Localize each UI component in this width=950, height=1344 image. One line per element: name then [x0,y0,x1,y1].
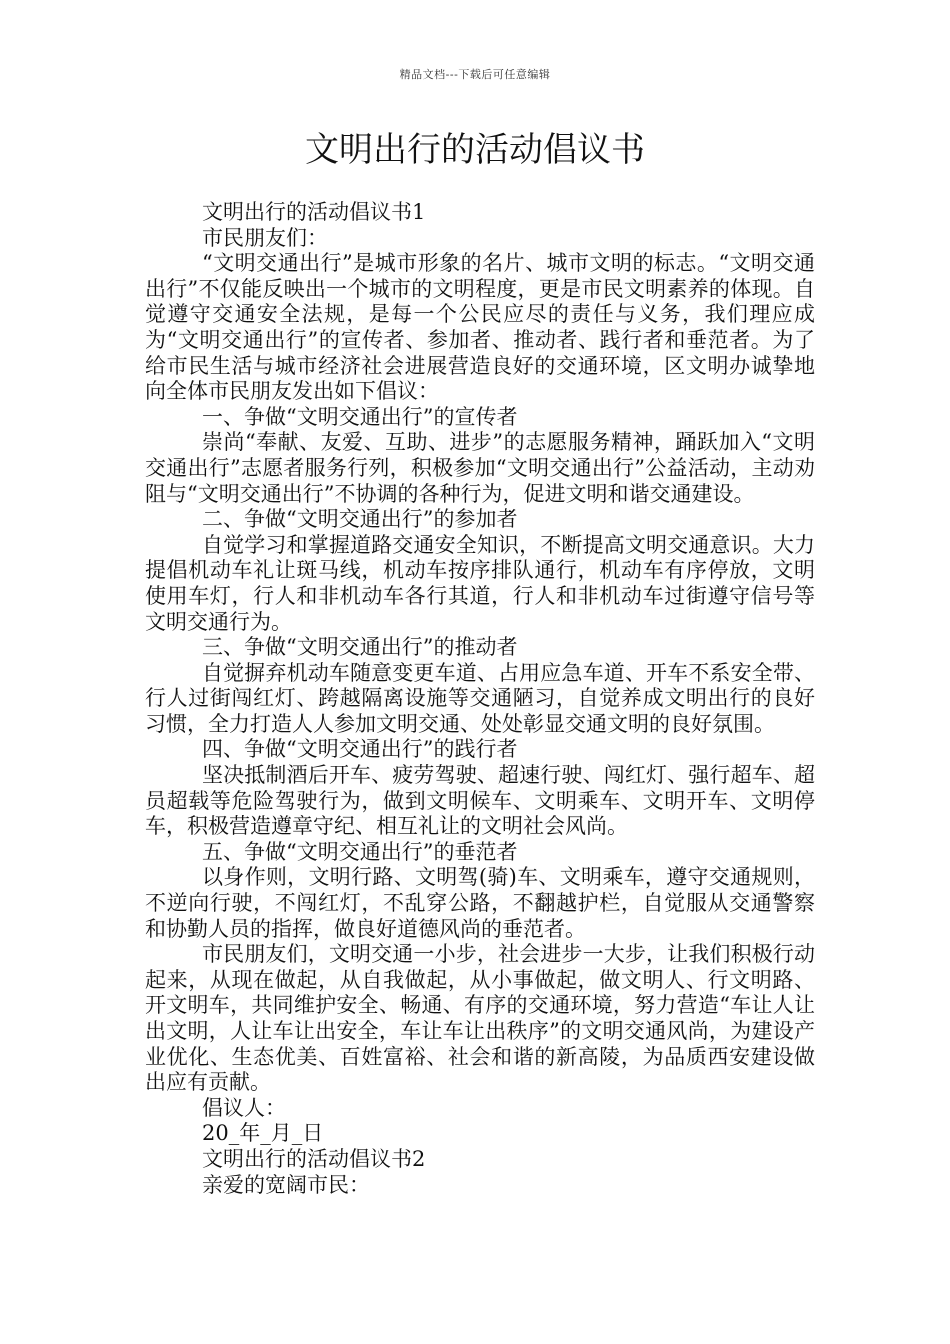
paragraph: 崇尚“奉献、友爱、互助、进步”的志愿服务精神，踊跃加入“文明交通出行”志愿者服务行列，积极参加“文明交通出行”公益活动，主动劝阻与“文明交通出行”不协调的各种行为，促进文明和谐交通建设。 [145,430,815,506]
proposal-heading: 五、争做“文明交通出行”的垂范者 [202,839,518,864]
page-header: 精品文档---下载后可任意编辑 [399,68,551,81]
paragraph: 自觉摒弃机动车随意变更车道、占用应急车道、开车不系安全带、行人过街闯红灯、跨越隔离设施等交通陋习，自觉养成文明出行的良好习惯，全力打造人人参加文明交通、处处彰显交通文明的良好氛围。 [145,660,815,736]
proposal-heading: 二、争做“文明交通出行”的参加者 [202,507,518,532]
paragraph: 以身作则，文明行路、文明驾(骑)车、文明乘车，遵守交通规则，不逆向行驶，不闯红灯，不乱穿公路，不翻越护栏，自觉服从交通警察和协勤人员的指挥，做良好道德风尚的垂范者。 [145,865,815,941]
salutation: 市民朋友们： [202,225,328,250]
paragraph: 自觉学习和掌握道路交通安全知识，不断提高文明交通意识。大力提倡机动车礼让斑马线，机动车按序排队通行，机动车有序停放，文明使用车灯，行人和非机动车各行其道，行人和非机动车过街遵守信号等文明交通行为。 [145,532,815,634]
paragraph: 坚决抵制酒后开车、疲劳驾驶、超速行驶、闯红灯、强行超车、超员超载等危险驾驶行为，做到文明候车、文明乘车、文明开车、文明停车，积极营造遵章守纪、相互礼让的文明社会风尚。 [145,763,815,839]
date-line: 20_年_月_日 [202,1121,324,1146]
section-heading: 文明出行的活动倡议书2 [202,1146,426,1171]
paragraph: “文明交通出行”是城市形象的名片、城市文明的标志。“文明交通出行”不仅能反映出一个城市的文明程度，更是市民文明素养的体现。自觉遵守交通安全法规，是每一个公民应尽的责任与义务，我们理应成为“文明交通出行”的宣传者、参加者、推动者、践行者和垂范者。为了给市民生活与城市经济社会进展营造良好的交通环境，区文明办诚挚地向全体市民朋友发出如下倡议： [145,251,815,404]
proposal-heading: 一、争做“文明交通出行”的宣传者 [202,404,518,429]
document-title: 文明出行的活动倡议书 [305,130,645,170]
section-heading: 文明出行的活动倡议书1 [202,200,426,224]
salutation: 亲爱的宽阔市民： [202,1172,370,1197]
signature-label: 倡议人： [202,1095,286,1120]
paragraph: 市民朋友们，文明交通一小步，社会进步一大步，让我们积极行动起来，从现在做起，从自我做起，从小事做起，做文明人、行文明路、开文明车，共同维护安全、畅通、有序的交通环境，努力营造“车让人让出文明，人让车让出安全，车让车让出秩序”的文明交通风尚，为建设产业优化、生态优美、百姓富裕、社会和谐的新高陵，为品质西安建设做出应有贡献。 [145,942,815,1095]
document-body [145,200,815,1198]
proposal-heading: 三、争做“文明交通出行”的推动者 [202,635,518,660]
proposal-heading: 四、争做“文明交通出行”的践行者 [202,737,518,762]
